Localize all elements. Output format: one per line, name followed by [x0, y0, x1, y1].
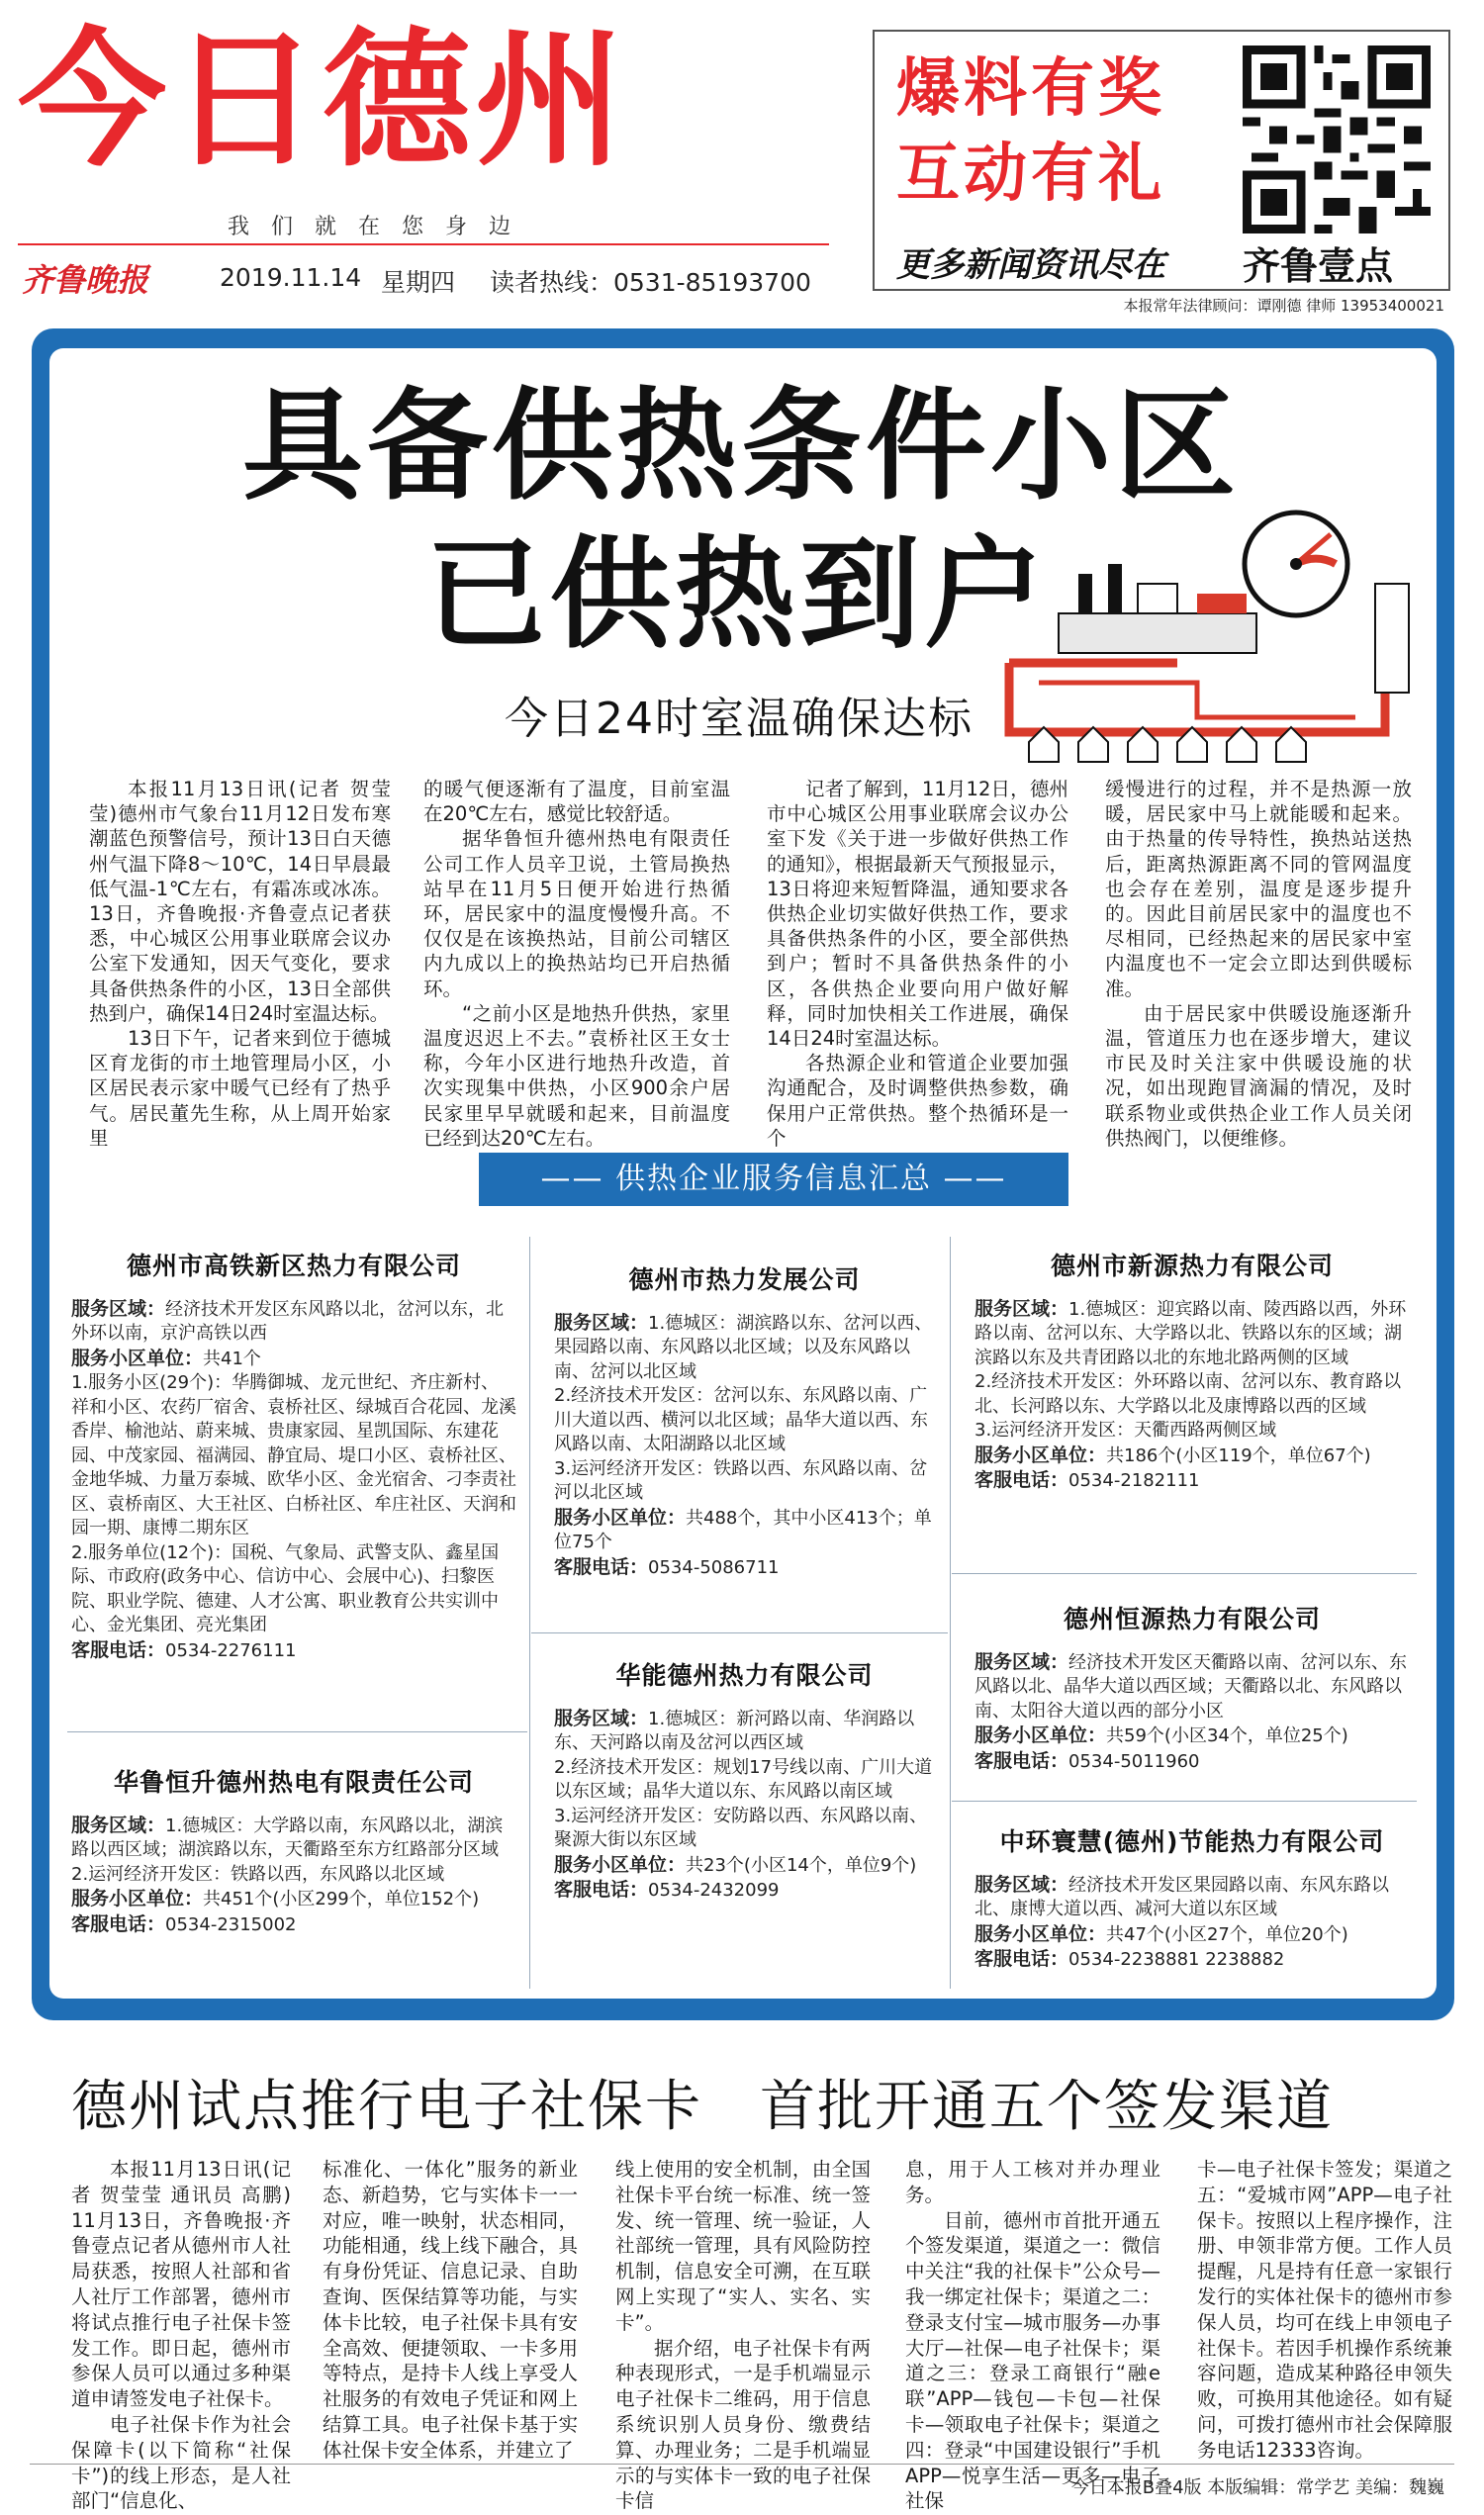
paragraph: 目前，德州市首批开通五个签发渠道，渠道之一：微信中关注“我的社保卡”公众号—我一绑定社保卡；渠道之二：登录支付宝—城市服务—办事大厅—社保—电子社保卡；渠道之三：登录工商银行“融e联”APP—钱包—卡包—社保卡—领取电子社保卡；渠道之四：登录“中国建设银行”手机APP—悦享生活—更多—电子社保: [905, 2208, 1160, 2513]
company-name: 德州恒源热力有限公司: [1063, 1605, 1321, 1633]
paragraph: 据介绍，电子社保卡有两种表现形式，一是手机端显示电子社保卡二维码，用于信息系统识别人员身份、缴费结算、办理业务；二是手机端显示的与实体卡一致的电子社保卡信: [615, 2336, 871, 2513]
masthead-divider: [18, 243, 829, 245]
paper-name-logo: 齐鲁晚报: [22, 261, 149, 299]
row-divider: [531, 1632, 948, 1633]
service-units: 共488个，其中小区413个；单位75个: [554, 1507, 932, 1552]
row-divider: [952, 1801, 1417, 1802]
area-label: 服务区域：: [554, 1311, 649, 1334]
service-units: 共451个(小区299个，单位152个): [203, 1889, 480, 1910]
social-article-col-1: [71, 2157, 291, 2514]
company-card-xinyuan: [974, 1252, 1410, 1494]
paragraph: 由于居民家中供暖设施逐渐升温，管道压力也在逐步增大，建议市民及时关注家中供暖设施的状况，如出现跑冒滴漏的情况，及时联系物业或供热企业工作人员关闭供热阀门，以便维修。: [1105, 1001, 1412, 1150]
area-label: 服务区域：: [974, 1873, 1069, 1896]
social-article-col-4: [905, 2157, 1160, 2514]
service-units: 共23个(小区14个，单位9个): [686, 1854, 917, 1876]
paragraph: 本报11月13日讯(记者 贺莹莹)德州市气象台11月12日发布寒潮蓝色预警信号，预计13日白天德州气温下降8～10℃，14日早晨最低气温-1℃左右，有霜冻或冰冻。13日，齐鲁晚报·齐鲁壹点记者获悉，中心城区公用事业联席会议办公室下发通知，因天气变化，要求具备供热条件的小区，13日全部供热到户，确保14日24时室温达标。: [89, 778, 391, 1025]
company-card-hengyuan: [974, 1605, 1410, 1774]
company-card-zhonghuanhuanhui: [974, 1827, 1410, 1973]
area-label: 服务区域：: [71, 1297, 166, 1320]
area-label: 服务区域：: [554, 1707, 649, 1729]
paragraph: “之前小区是地热升供热，家里温度迟迟上不去。”袁桥社区王女士称，今年小区进行地热升改造，首次实现集中供热，小区900余户居民家里早早就暖和起来，目前温度已经到达20℃左右。: [423, 1001, 730, 1150]
promo-box: [873, 30, 1450, 291]
page-footer: 今日本报B叠4版 本版编辑：常学艺 美编：魏巍: [1070, 2477, 1444, 2498]
reader-hotline: 读者热线：0531-85193700: [490, 268, 811, 297]
paragraph: 的暖气便逐渐有了温度，目前室温在20℃左右，感觉比较舒适。: [423, 778, 730, 826]
service-phone: 0534-2238881 2238882: [1068, 1949, 1285, 1970]
issue-weekday: 星期四: [381, 268, 456, 297]
issue-date: 2019.11.14: [220, 263, 362, 292]
area-label: 服务区域：: [974, 1297, 1069, 1320]
paragraph: 息，用于人工核对并办理业务。: [905, 2158, 1160, 2206]
company-card-gaotie: [71, 1252, 516, 1663]
paragraph: 线上使用的安全机制，由全国社保卡平台统一标准、统一签发、统一管理、统一验证，人社部统一管理，具有风险防控机制，信息安全可溯，在互联网上实现了“实人、实名、实卡”。: [615, 2158, 871, 2334]
area-label: 服务区域：: [974, 1650, 1069, 1673]
qr-code-icon[interactable]: [1243, 46, 1431, 233]
service-detail: 3.运河经济开发区：安防路以西、东风路以南、聚源大街以东区域: [554, 1805, 928, 1850]
service-detail: 1.服务小区(29个)：华腾御城、龙元世纪、齐庄新村、祥和小区、农药厂宿舍、袁桥社区、绿城百合花园、龙溪香岸、榆池站、蔚来城、贵康家园、星凯国际、东建花园、中茂家园、福满园、静宜局、堤口小区、袁桥社区、金地华城、力量万泰城、欧华小区、金光宿舍、刁李责社区、袁桥南区、大王社区、白桥社区、牟庄社区、天润和园一期、康博二期东区: [71, 1372, 516, 1538]
heating-pipeline-illustration: [999, 495, 1425, 772]
units-label: 服务小区单位：: [71, 1347, 204, 1369]
promo-tagline: 更多新闻资讯尽在: [896, 245, 1165, 285]
service-area: 1.德城区：迎宾路以南、陵西路以西，外环路以南、岔河以东、大学路以北、铁路以东的区域；湖滨路以东及共青团路以北的东地北路两侧的区域: [974, 1298, 1407, 1368]
company-name: 华鲁恒升德州热电有限责任公司: [113, 1768, 474, 1797]
paragraph: 电子社保卡作为社会保障卡(以下简称“社保卡”)的线上形态，是人社部门“信息化、: [71, 2412, 291, 2513]
service-detail: 2.经济技术开发区：规划17号线以南、广川大道以东区域；晶华大道以东、东风路以南区域: [554, 1756, 933, 1802]
heating-headline-1: 具备供热条件小区: [242, 374, 1240, 516]
heating-article-col-3: [767, 777, 1068, 1151]
row-divider: [67, 1731, 527, 1732]
units-label: 服务小区单位：: [554, 1853, 687, 1876]
phone-label: 客服电话：: [554, 1555, 649, 1578]
service-detail: 2.运河经济开发区：铁路以西，东风路以北区域: [71, 1863, 445, 1885]
social-article-col-5: [1197, 2157, 1452, 2464]
service-info-banner: —— 供热企业服务信息汇总 ——: [479, 1153, 1068, 1206]
service-phone: 0534-2315002: [165, 1913, 297, 1935]
phone-label: 客服电话：: [974, 1469, 1069, 1491]
company-card-relifazhan: [554, 1265, 935, 1580]
footer-divider: [30, 2464, 1454, 2465]
social-article-col-3: [615, 2157, 871, 2514]
service-units: 共59个(小区34个，单位25个): [1106, 1725, 1348, 1746]
column-divider: [529, 1237, 530, 1989]
service-detail: 2.经济技术开发区：岔河以东、东风路以南、广川大道以西、横河以北区域；晶华大道以西、东风路以南、太阳湖路以北区域: [554, 1385, 928, 1454]
paragraph: 标准化、一体化”服务的新业态、新趋势，它与实体卡一一对应，唯一映射，状态相同，功能相通，线上线下融合，具有身份凭证、信息记录、自助查询、医保结算等功能，与实体卡比较，电子社保卡具有安全高效、便捷领取、一卡多用等特点，是持卡人线上享受人社服务的有效电子凭证和网上结算工具。电子社保卡基于实体社保卡安全体系，并建立了: [323, 2158, 578, 2462]
phone-label: 客服电话：: [71, 1912, 166, 1935]
paragraph: 本报11月13日讯(记者 贺莹莹 通讯员 高鹏) 11月13日，齐鲁晚报·齐鲁壹点记者从德州市人社局获悉，按照人社部和省人社厅工作部署，德州市将试点推行电子社保卡签发工作。即日起，德州市参保人员可以通过多种渠道申请签发电子社保卡。: [71, 2158, 291, 2411]
company-card-huaneng: [554, 1661, 935, 1904]
service-detail: 3.运河经济开发区：铁路以西、东风路以南、岔河以北区域: [554, 1457, 928, 1503]
promo-line-1: 爆料有奖: [896, 52, 1165, 126]
service-phone: 0534-2276111: [165, 1639, 297, 1661]
phone-label: 客服电话：: [554, 1879, 649, 1901]
paragraph: 卡—电子社保卡签发；渠道之五：“爱城市网”APP—电子社保卡。按照以上程序操作，注册、申领非常方便。工作人员提醒，凡是持有任意一家银行发行的实体社保卡的德州市参保人员，均可在线上申领电子社保卡。若因手机操作系统兼容问题，造成某种路径申领失败，可换用其他途径。如有疑问，可拨打德州市社会保障服务电话12333咨询。: [1197, 2158, 1452, 2462]
promo-line-2: 互动有礼: [896, 138, 1165, 211]
column-divider: [950, 1237, 951, 1989]
service-area: 1.德城区：新河路以南、华润路以东、天河路以南及岔河以西区域: [554, 1708, 915, 1753]
units-label: 服务小区单位：: [974, 1724, 1107, 1746]
heating-article-col-2: [423, 777, 730, 1151]
phone-label: 客服电话：: [71, 1638, 166, 1661]
row-divider: [952, 1573, 1417, 1574]
service-units: 共186个(小区119个，单位67个): [1106, 1444, 1371, 1466]
service-detail: 3.运河经济开发区：天衢西路两侧区域: [974, 1420, 1277, 1441]
legal-advisor: 本报常年法律顾问：谭刚德 律师 13953400021: [1123, 297, 1444, 315]
service-area: 1.德城区：大学路以南，东风路以北，湖滨路以西区域；湖滨路以东，天衢路至东方红路部分区域: [71, 1815, 504, 1860]
company-name: 德州市新源热力有限公司: [1050, 1252, 1334, 1280]
masthead-slogan: 我们就在您身边: [228, 215, 533, 239]
service-phone: 0534-2182111: [1068, 1470, 1200, 1491]
units-label: 服务小区单位：: [554, 1506, 687, 1529]
service-phone: 0534-5011960: [1068, 1750, 1200, 1772]
paragraph: 各热源企业和管道企业要加强沟通配合，及时调整供热参数，确保用户正常供热。整个热循环是一个: [767, 1052, 1068, 1150]
company-name: 华能德州热力有限公司: [615, 1661, 874, 1690]
masthead-title: 今日德州: [18, 15, 628, 187]
service-area: 经济技术开发区东风路以北，岔河以东，北外环以南，京沪高铁以西: [71, 1298, 505, 1344]
phone-label: 客服电话：: [974, 1948, 1069, 1970]
service-phone: 0534-2432099: [648, 1880, 780, 1901]
service-units: 共41个: [203, 1348, 261, 1369]
paragraph: 据华鲁恒升德州热电有限责任公司工作人员辛卫说，土管局换热站早在11月5日便开始进行热循环，居民家中的温度慢慢升高。不仅仅是在该换热站，目前公司辖区内九成以上的换热站均已开启热循环。: [423, 827, 730, 1000]
social-article-col-2: [323, 2157, 578, 2464]
units-label: 服务小区单位：: [974, 1922, 1107, 1945]
service-area: 经济技术开发区果园路以南、东风东路以北、康博大道以西、减河大道以东区域: [974, 1874, 1390, 1919]
heating-headline-2: 已供热到户: [425, 522, 1049, 665]
service-phone: 0534-5086711: [648, 1556, 780, 1578]
units-label: 服务小区单位：: [71, 1888, 204, 1910]
company-name: 德州市热力发展公司: [628, 1265, 861, 1294]
paragraph: 记者了解到，11月12日，德州市中心城区公用事业联席会议办公室下发《关于进一步做好供热工作的通知》，根据最新天气预报显示，13日将迎来短暂降温，通知要求各供热企业切实做好供热工作，要求具备供热条件的小区，要全部供热到户；暂时不具备供热条件的小区，各供热企业要向用户做好解释，同时加快相关工作进展，确保14日24时室温达标。: [767, 778, 1068, 1051]
company-name: 中环寰慧(德州)节能热力有限公司: [999, 1827, 1385, 1856]
heating-article-col-4: [1105, 777, 1412, 1151]
service-units: 共47个(小区27个，单位20个): [1106, 1923, 1348, 1945]
promo-brand-logo: 齐鲁壹点: [1243, 244, 1394, 288]
social-security-headline: 德州试点推行电子社保卡 首批开通五个签发渠道: [71, 2075, 1334, 2139]
paragraph: 缓慢进行的过程，并不是热源一放暖，居民家中马上就能暖和起来。由于热量的传导特性，换热站送热后，距离热源距离不同的管网温度也会存在差别，温度是逐步提升的。因此目前居民家中的温度也不尽相同，已经热起来的居民家中室内温度也不一定会立即达到供暖标准。: [1105, 778, 1412, 1000]
phone-label: 客服电话：: [974, 1749, 1069, 1772]
heating-article-col-1: [89, 777, 391, 1151]
company-card-hualuhengsheng: [71, 1768, 516, 1937]
service-area: 经济技术开发区天衢路以南、岔河以东、东风路以北、晶华大道以西区域；天衢路以北、东风路以南、太阳谷大道以西的部分小区: [974, 1651, 1408, 1722]
company-name: 德州市高铁新区热力有限公司: [126, 1252, 461, 1280]
area-label: 服务区域：: [71, 1814, 166, 1836]
units-label: 服务小区单位：: [974, 1444, 1107, 1466]
service-detail: 2.服务单位(12个)：国税、气象局、武警支队、鑫星国际、市政府(政务中心、信访中心、会展中心)、扫黎医院、职业学院、德建、人才公寓、职业教育公共实训中心、金光集团、亮光集团: [71, 1541, 500, 1635]
service-detail: 2.经济技术开发区：外环路以南、岔河以东、教育路以北、长河路以东、大学路以北及康博路以西的区域: [974, 1371, 1402, 1417]
service-area: 1.德城区：湖滨路以东、岔河以西、果园路以南、东风路以北区域；以及东风路以南、岔河以北区域: [554, 1312, 933, 1382]
heating-subhead: 今日24时室温确保达标: [505, 694, 974, 744]
paragraph: 13日下午，记者来到位于德城区育龙街的市土地管理局小区，小区居民表示家中暖气已经有了热乎气。居民董先生称，从上周开始家里: [89, 1027, 391, 1150]
